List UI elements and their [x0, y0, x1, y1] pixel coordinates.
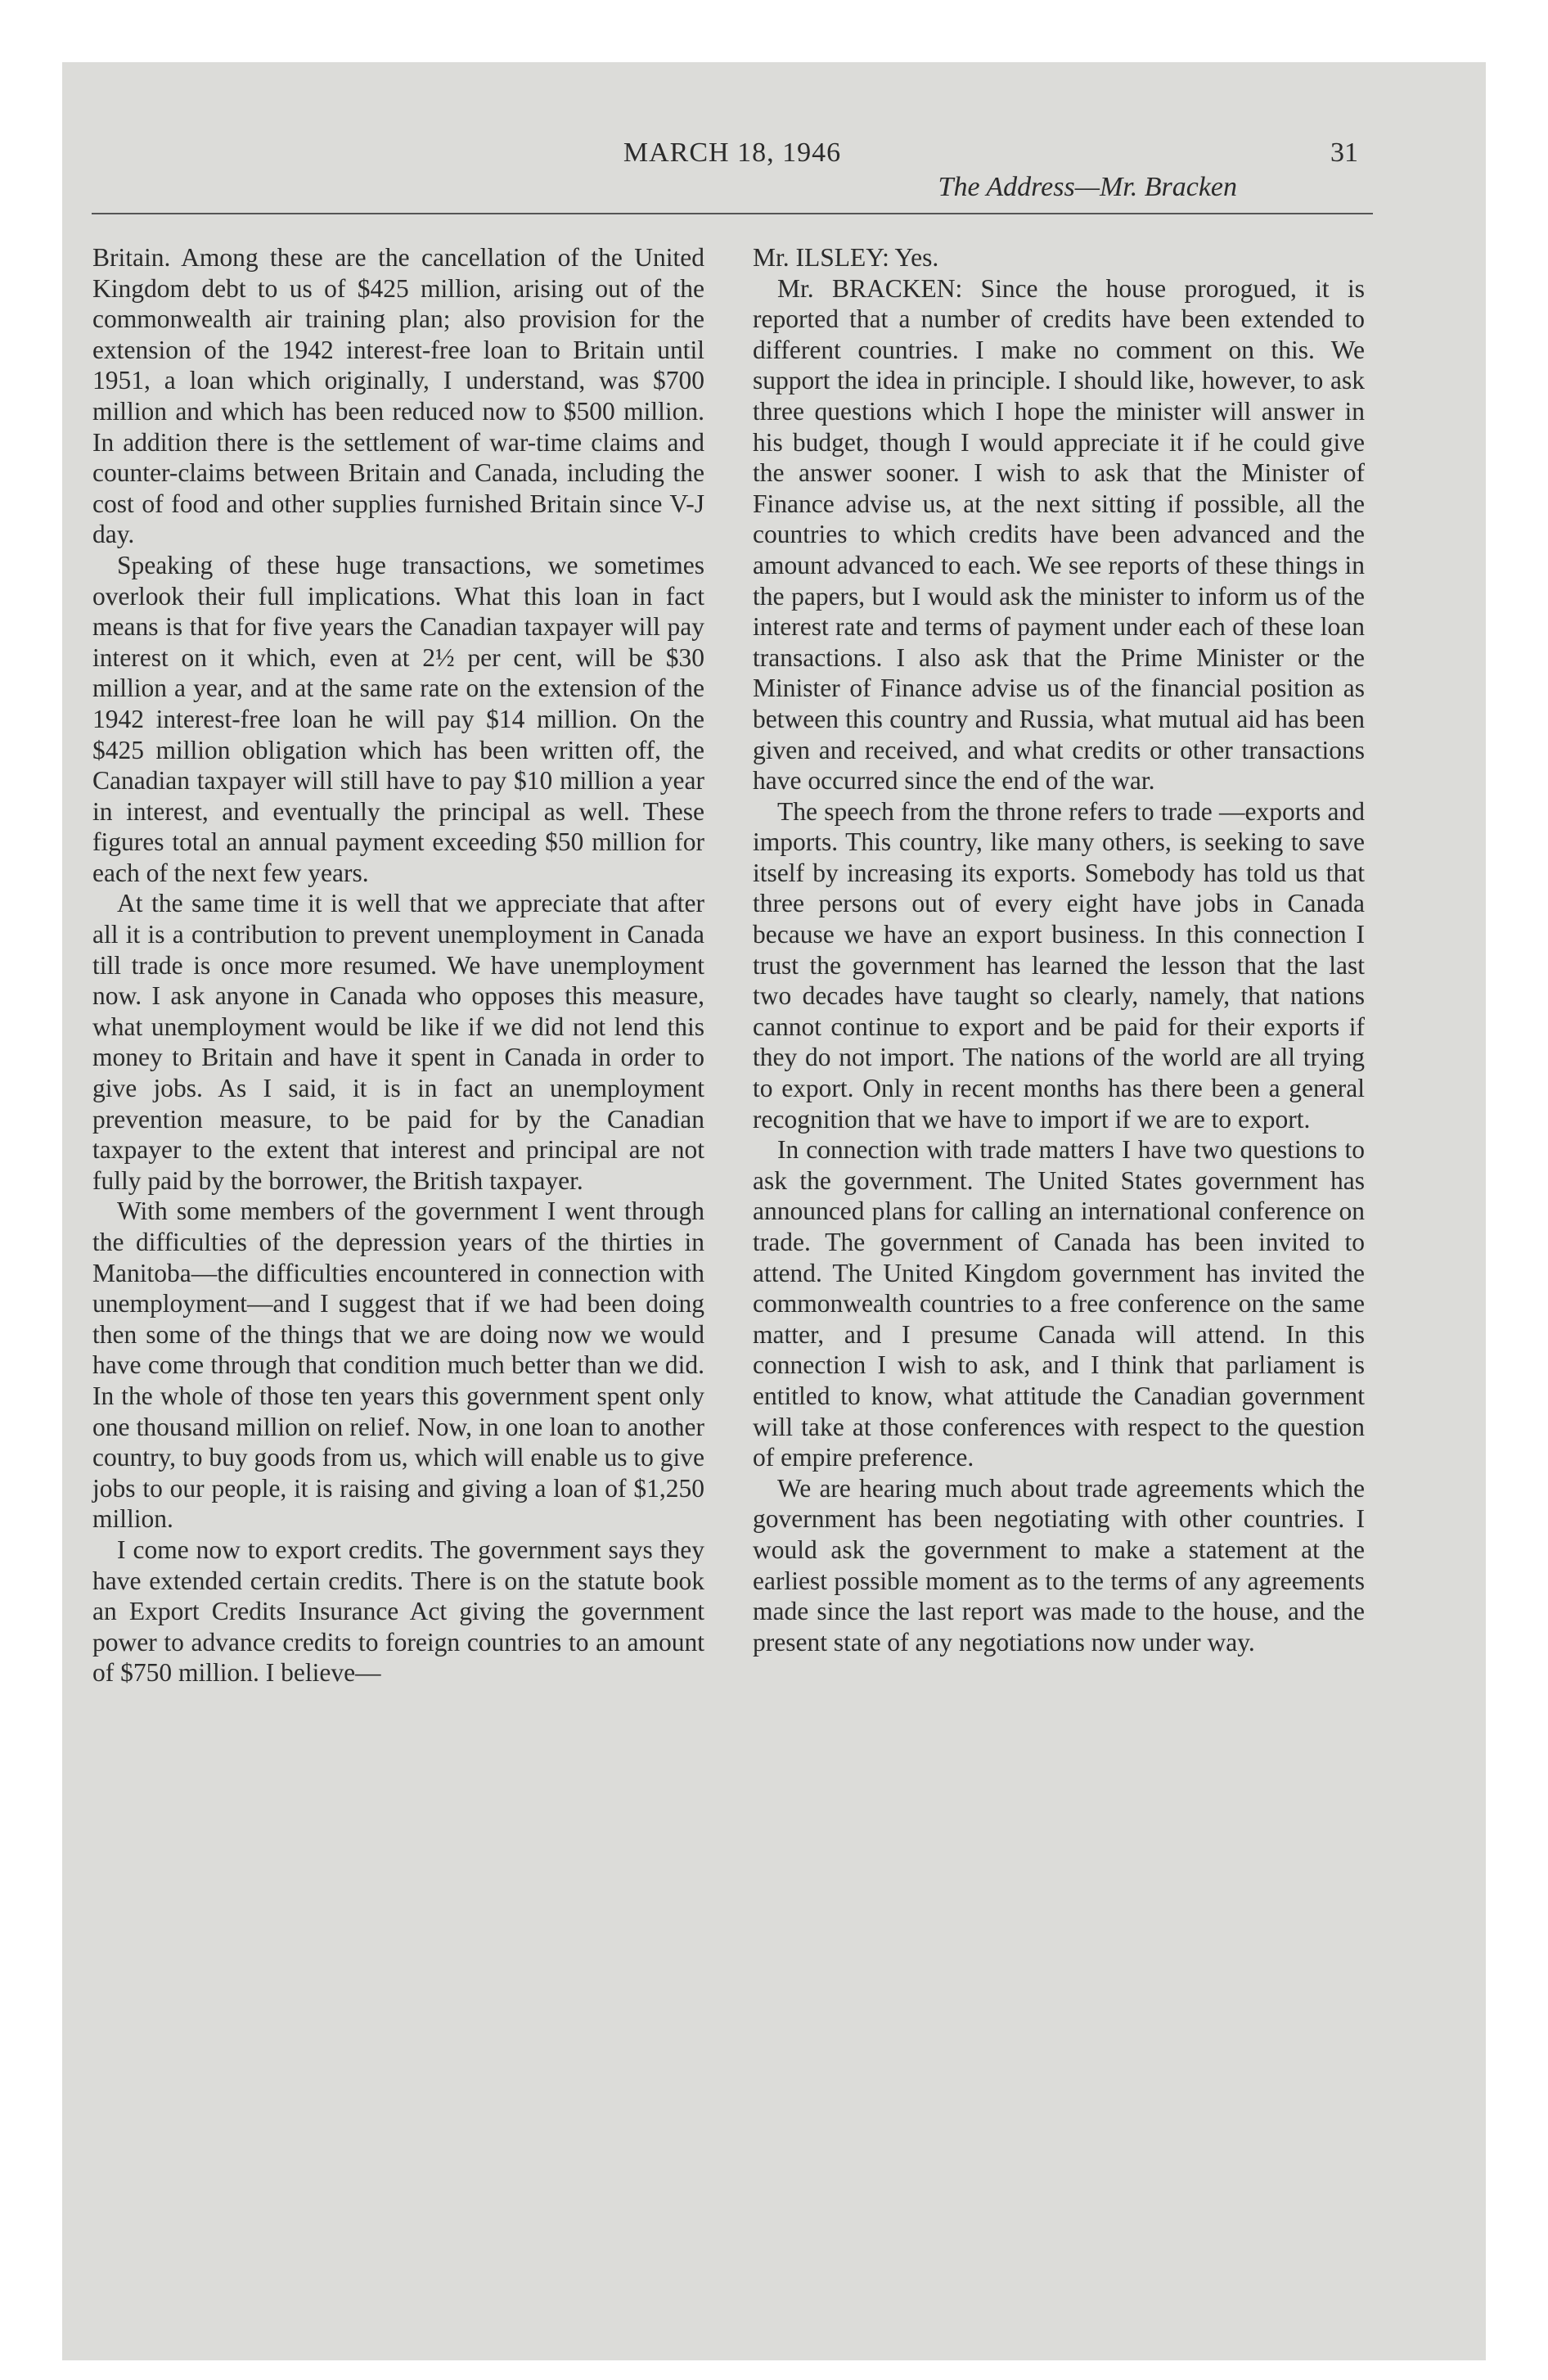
paragraph: In connection with trade matters I have two questions to ask the government. The United States government has announced plans for calling an international conference on trade. The government of Canada has been invited to attend. The United Kingdom government has invited the commonwealth countries to a free conference on the same matter, and I presume Canada will attend. In this connection I wish to ask, and I think that parliament is entitled to know, what attitude the Canadian government will take at those conferences with respect to the question of empire preference. [753, 1135, 1365, 1472]
paragraph: With some members of the government I went through the difficulties of the depression years of the thirties in Manitoba—the difficulties encountered in connection with unemployment—and I suggest that if we had been doing then some of the things that we are doing now we would have come through that condition much better than we did. In the whole of those ten years this government spent only one thousand million on relief. Now, in one loan to another country, to buy goods from us, which will enable us to give jobs to our people, it is raising and giving a loan of $1,250 million. [92, 1197, 704, 1534]
paragraph: The speech from the throne refers to trade —exports and imports. This country, like many others, is seeking to save itself by increasing its exports. Somebody has told us that three persons out of every eight have jobs in Canada because we have an export business. In this connection I trust the government has learned the lesson that the last two decades have taught so clearly, namely, that nations cannot continue to export and be paid for their exports if they do not import. The nations of the world are all trying to export. Only in recent months has there been a general recognition that we have to import if we are to export. [753, 796, 1365, 1134]
left-column [92, 242, 704, 1688]
running-title: The Address—Mr. Bracken [938, 172, 1237, 202]
paragraph: Speaking of these huge transactions, we sometimes overlook their full implications. What this loan in fact means is that for five years the Canadian taxpayer will pay interest on it which, even at 2½ per cent, will be $30 million a year, and at the same rate on the extension of the 1942 interest-free loan he will pay $14 million. On the $425 million obligation which has been written off, the Canadian taxpayer will still have to pay $10 million a year in interest, and eventually the principal as well. These figures total an annual payment exceeding $50 million for each of the next few years. [92, 550, 704, 887]
paragraph: At the same time it is well that we appreciate that after all it is a contribution to prevent unemployment in Canada till trade is once more resumed. We have unemployment now. I ask anyone in Canada who opposes this measure, what unemployment would be like if we did not lend this money to Britain and have it spent in Canada in order to give jobs. As I said, it is in fact an unemployment prevention measure, to be paid for by the Canadian taxpayer to the extent that interest and principal are not fully paid by the borrower, the British taxpayer. [92, 889, 704, 1195]
page-number: 31 [1330, 137, 1358, 168]
page-header [92, 83, 1373, 202]
paragraph: Mr. BRACKEN: Since the house prorogued, it is reported that a number of credits have been extended to different countries. I make no comment on this. We support the idea in principle. I should like, however, to ask three questions which I hope the minister will answer in his budget, though I would appreciate it if he could give the answer sooner. I wish to ask that the Minister of Finance advise us, at the next sitting if possible, all the countries to which credits have been advanced and the amount advanced to each. We see reports of these things in the papers, but I would ask the minister to inform us of the interest rate and terms of payment under each of these loan transactions. I also ask that the Prime Minister or the Minister of Finance advise us of the financial position as between this country and Russia, what mutual aid has been given and received, and what credits or other transactions have occurred since the end of the war. [753, 273, 1365, 796]
paragraph: Britain. Among these are the cancellation of the United Kingdom debt to us of $425 million, arising out of the commonwealth air training plan; also provision for the extension of the 1942 interest-free loan to Britain until 1951, a loan which originally, I understand, was $700 million and which has been reduced now to $500 million. In addition there is the settlement of war-time claims and counter-claims between Britain and Canada, including the cost of food and other supplies furnished Britain since V-J day. [92, 243, 704, 549]
paragraph: Mr. ILSLEY: Yes. [753, 243, 939, 272]
paragraph: I come now to export credits. The government says they have extended certain credits. There is on the statute book an Export Credits Insurance Act giving the government power to advance credits to foreign countries to an amount of $750 million. I believe— [92, 1535, 704, 1688]
right-column [753, 242, 1365, 1657]
paragraph: We are hearing much about trade agreements which the government has been negotiating with other countries. I would ask the government to make a statement at the earliest possible moment as to the terms of any agreements made since the last report was made to the house, and the present state of any negotiations now under way. [753, 1473, 1365, 1657]
header-date: MARCH 18, 1946 [623, 137, 842, 168]
header-rule [92, 213, 1373, 214]
